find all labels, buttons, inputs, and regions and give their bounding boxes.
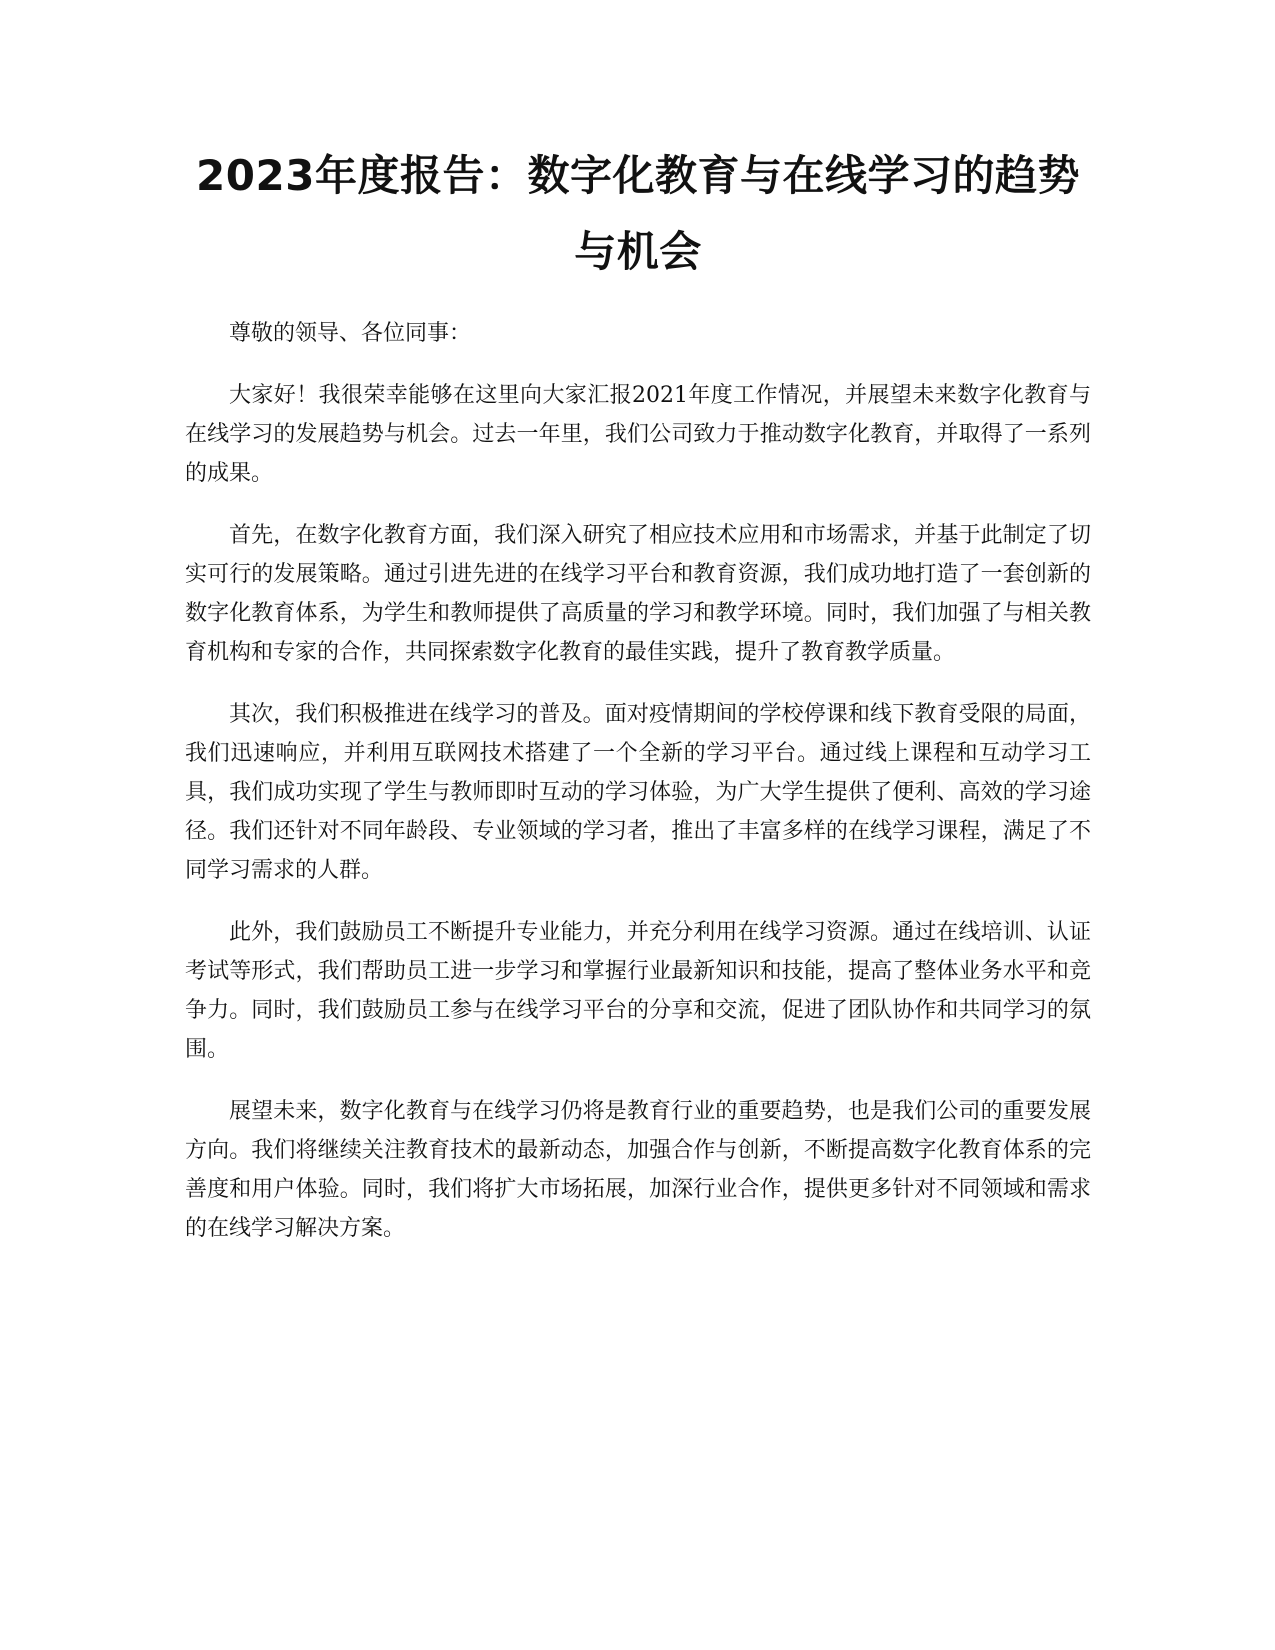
document-title: 2023年度报告：数字化教育与在线学习的趋势与机会 (196, 151, 1080, 276)
paragraph-salutation: 尊敬的领导、各位同事： (229, 321, 472, 346)
paragraph-employee-development: 此外，我们鼓励员工不断提升专业能力，并充分利用在线学习资源。通过在线培训、认证考试等形式，我们帮助员工进一步学习和掌握行业最新知识和技能，提高了整体业务水平和竞争力。同时，我们鼓励员工参与在线学习平台的分享和交流，促进了团队协作和共同学习的氛围。 (185, 920, 1091, 1062)
paragraph-intro: 大家好！我很荣幸能够在这里向大家汇报2021年度工作情况，并展望未来数字化教育与在线学习的发展趋势与机会。过去一年里，我们公司致力于推动数字化教育，并取得了一系列的成果。 (185, 383, 1091, 486)
document-page (185, 138, 1091, 1271)
paragraph-outlook: 展望未来，数字化教育与在线学习仍将是教育行业的重要趋势，也是我们公司的重要发展方向。我们将继续关注教育技术的最新动态，加强合作与创新，不断提高数字化教育体系的完善度和用户体验。同时，我们将扩大市场拓展，加深行业合作，提供更多针对不同领域和需求的在线学习解决方案。 (185, 1099, 1091, 1241)
paragraph-online-learning: 其次，我们积极推进在线学习的普及。面对疫情期间的学校停课和线下教育受限的局面，我们迅速响应，并利用互联网技术搭建了一个全新的学习平台。通过线上课程和互动学习工具，我们成功实现了学生与教师即时互动的学习体验，为广大学生提供了便利、高效的学习途径。我们还针对不同年龄段、专业领域的学习者，推出了丰富多样的在线学习课程，满足了不同学习需求的人群。 (185, 702, 1091, 883)
paragraph-digital-education: 首先，在数字化教育方面，我们深入研究了相应技术应用和市场需求，并基于此制定了切实可行的发展策略。通过引进先进的在线学习平台和教育资源，我们成功地打造了一套创新的数字化教育体系，为学生和教师提供了高质量的学习和教学环境。同时，我们加强了与相关教育机构和专家的合作，共同探索数字化教育的最佳实践，提升了教育教学质量。 (185, 523, 1091, 665)
